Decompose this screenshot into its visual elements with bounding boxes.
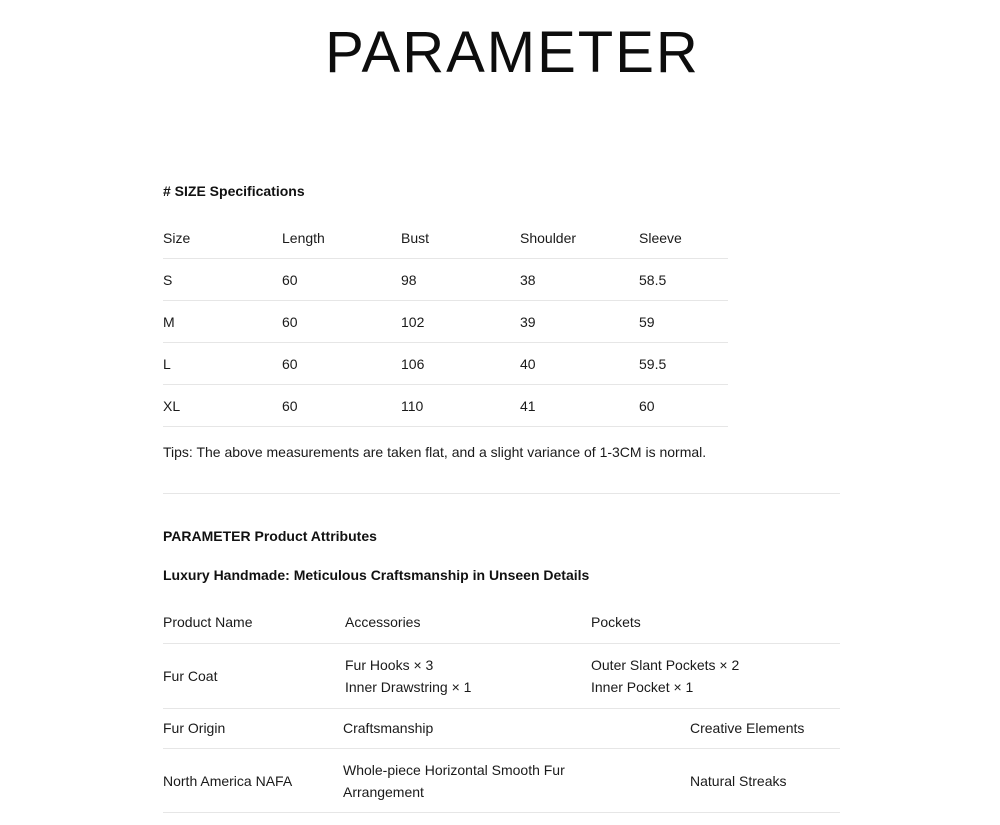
section-divider (163, 493, 840, 494)
creative-elements-header: Creative Elements (690, 719, 805, 736)
bust-cell: 98 (401, 271, 417, 288)
shoulder-cell: 39 (520, 313, 536, 330)
fur-origin-line: North America NAFA (163, 772, 293, 789)
pockets-value (591, 654, 840, 698)
craftsmanship-line: Whole-piece Horizontal Smooth Fur (343, 761, 565, 778)
page-title: PARAMETER (325, 20, 700, 85)
shoulder-cell: 41 (520, 397, 536, 414)
sleeve-cell: 58.5 (639, 271, 667, 288)
bust-cell: 106 (401, 355, 425, 372)
creative-elements-line: Natural Streaks (690, 772, 787, 789)
length-cell: 60 (282, 355, 298, 372)
craftsmanship-header: Craftsmanship (343, 719, 434, 736)
table-row (163, 343, 728, 385)
accessories-line: Fur Hooks × 3 (345, 657, 434, 673)
attributes-subheading: Luxury Handmade: Meticulous Craftsmanship in Unseen Details (163, 567, 590, 583)
fur-origin-header: Fur Origin (163, 719, 226, 736)
craftsmanship-value (343, 759, 690, 803)
table-row (163, 644, 840, 709)
pockets-header: Pockets (591, 614, 641, 630)
fur-origin-value (163, 770, 343, 792)
table-row (163, 301, 728, 343)
bust-cell: 110 (401, 397, 424, 414)
product-name-value (163, 665, 345, 687)
size-cell: L (163, 355, 171, 372)
size-section-heading: # SIZE Specifications (163, 183, 305, 199)
pockets-line: Outer Slant Pockets × 2 (591, 657, 740, 673)
attributes-table-1 (163, 601, 840, 709)
size-tips: Tips: The above measurements are taken flat, and a slight variance of 1-3CM is normal. (163, 444, 707, 460)
product-name-header: Product Name (163, 614, 253, 630)
sleeve-cell: 60 (639, 397, 655, 414)
craftsmanship-line: Arrangement (343, 783, 424, 800)
accessories-line: Inner Drawstring × 1 (345, 679, 472, 695)
size-cell: S (163, 271, 173, 288)
length-cell: 60 (282, 397, 298, 414)
size-cell: XL (163, 397, 181, 414)
length-cell: 60 (282, 313, 298, 330)
sleeve-column-header: Sleeve (639, 229, 682, 246)
size-cell: M (163, 313, 175, 330)
pockets-line: Inner Pocket × 1 (591, 679, 694, 695)
size-column-header: Size (163, 229, 191, 246)
bust-cell: 102 (401, 313, 425, 330)
table-row (163, 749, 840, 813)
size-table (163, 217, 728, 427)
creative-elements-value (690, 770, 840, 792)
sleeve-cell: 59 (639, 313, 655, 330)
table-row (163, 259, 728, 301)
attributes-table-2 (163, 707, 840, 813)
shoulder-cell: 38 (520, 271, 536, 288)
shoulder-column-header: Shoulder (520, 229, 577, 246)
size-table-header (163, 217, 728, 259)
length-cell: 60 (282, 271, 298, 288)
attributes-header-row (163, 601, 840, 644)
attributes-heading: PARAMETER Product Attributes (163, 528, 377, 544)
attributes-header-row (163, 707, 840, 749)
product-name-line: Fur Coat (163, 668, 218, 684)
sleeve-cell: 59.5 (639, 355, 667, 372)
length-column-header: Length (282, 229, 325, 246)
shoulder-cell: 40 (520, 355, 536, 372)
accessories-value (345, 654, 591, 698)
bust-column-header: Bust (401, 229, 430, 246)
table-row (163, 385, 728, 427)
accessories-header: Accessories (345, 614, 421, 630)
